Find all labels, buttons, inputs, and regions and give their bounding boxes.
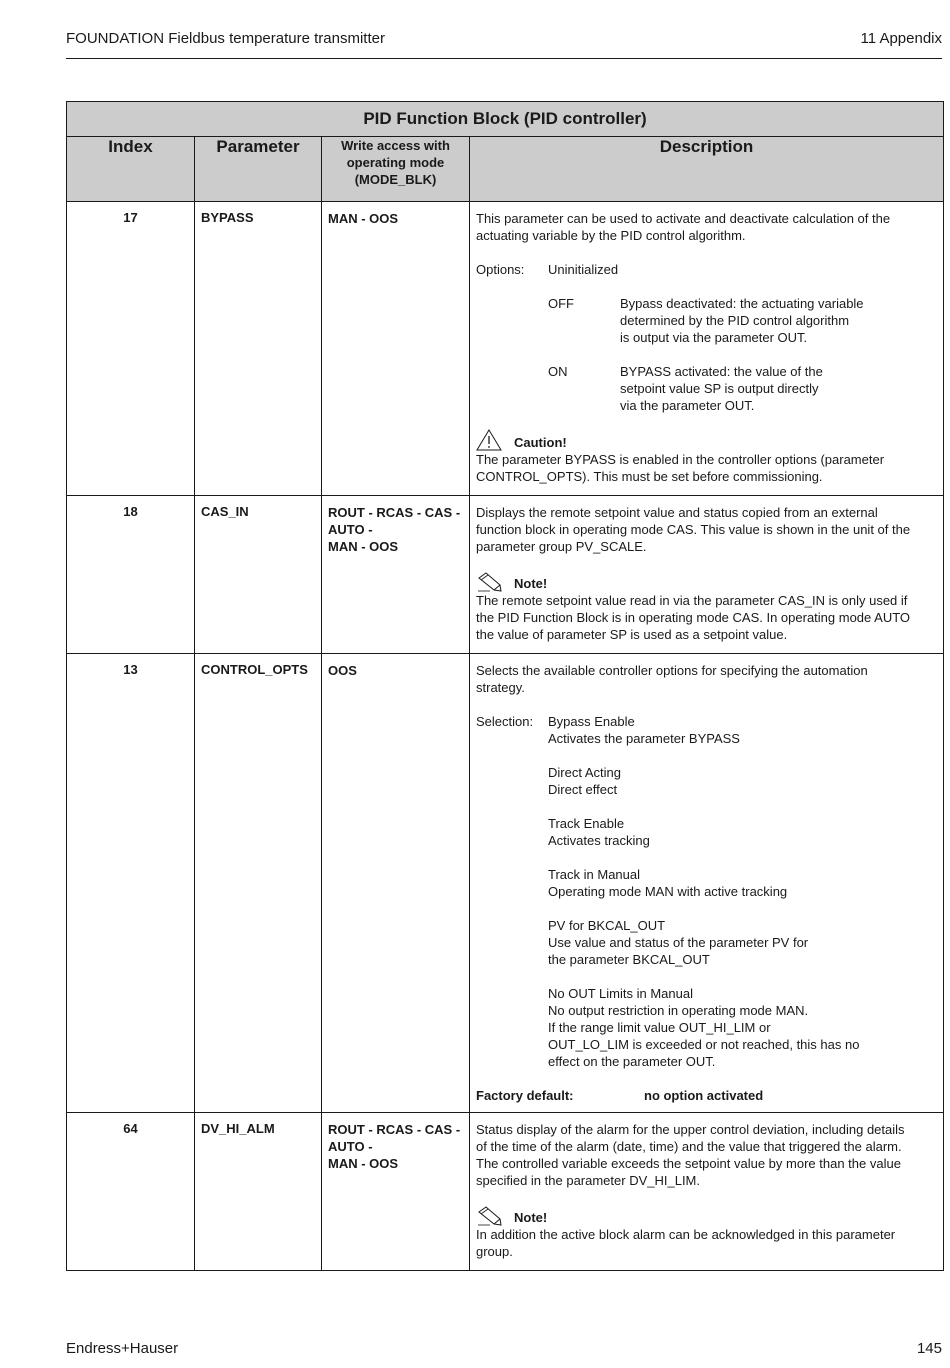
write-access-header-line: Write access with bbox=[341, 138, 450, 153]
column-header-description: Description bbox=[470, 137, 944, 202]
row-index: 17 bbox=[67, 202, 195, 496]
row-parameter: BYPASS bbox=[195, 202, 322, 496]
running-header-title: FOUNDATION Fieldbus temperature transmitter bbox=[66, 30, 385, 47]
table-row bbox=[67, 654, 944, 1113]
selection-line: effect on the parameter OUT. bbox=[548, 1054, 716, 1069]
callout-line: group. bbox=[476, 1244, 513, 1259]
pencil-note-icon bbox=[476, 570, 506, 592]
access-line: MAN - OOS bbox=[328, 211, 399, 226]
selection-line: Bypass Enable bbox=[548, 714, 635, 729]
selection-line: Use value and status of the parameter PV for bbox=[548, 935, 809, 950]
callout-title: Caution! bbox=[514, 435, 567, 450]
description-line: actuating variable by the PID control algorithm. bbox=[476, 228, 746, 243]
publisher-name: Endress+Hauser bbox=[66, 1340, 179, 1357]
column-header-index: Index bbox=[67, 137, 195, 202]
selection-group bbox=[476, 866, 937, 900]
option-key: ON bbox=[548, 364, 568, 379]
write-access-header-line: (MODE_BLK) bbox=[354, 172, 437, 187]
row-index: 18 bbox=[67, 496, 195, 654]
selection-line: If the range limit value OUT_HI_LIM or bbox=[548, 1020, 771, 1035]
option-text-line: determined by the PID control algorithm bbox=[620, 313, 850, 328]
pid-parameter-table bbox=[66, 101, 944, 1271]
callout-line: the value of parameter SP is used as a setpoint value. bbox=[476, 627, 788, 642]
row-write-access bbox=[322, 496, 470, 654]
selection-line: No output restriction in operating mode MAN. bbox=[548, 1003, 809, 1018]
access-line: ROUT - RCAS - CAS - bbox=[328, 1122, 461, 1137]
description-line: parameter group PV_SCALE. bbox=[476, 539, 647, 554]
row-description bbox=[470, 496, 944, 654]
option-item bbox=[476, 363, 937, 414]
selection-label: Selection: bbox=[476, 714, 534, 729]
option-text-line: Bypass deactivated: the actuating variable bbox=[620, 296, 864, 311]
option-text-line: BYPASS activated: the value of the bbox=[620, 364, 823, 379]
callout-title: Note! bbox=[514, 576, 548, 591]
factory-default bbox=[476, 1087, 937, 1104]
callout-title: Note! bbox=[514, 1210, 548, 1225]
callout-line: In addition the active block alarm can be acknowledged in this parameter bbox=[476, 1227, 896, 1242]
row-description bbox=[470, 654, 944, 1113]
row-parameter: CAS_IN bbox=[195, 496, 322, 654]
table-header-row bbox=[67, 137, 944, 202]
selection-line: Track in Manual bbox=[548, 867, 640, 882]
pencil-note-icon bbox=[476, 1204, 506, 1226]
table-title: PID Function Block (PID controller) bbox=[67, 102, 944, 137]
option-key: OFF bbox=[548, 296, 574, 311]
option-text-line: via the parameter OUT. bbox=[620, 398, 755, 413]
description-line: function block in operating mode CAS. This value is shown in the unit of the bbox=[476, 522, 911, 537]
note-callout bbox=[476, 1206, 937, 1226]
description-line: Displays the remote setpoint value and status copied from an external bbox=[476, 505, 878, 520]
callout-line: CONTROL_OPTS). This must be set before commissioning. bbox=[476, 469, 823, 484]
selection-line: the parameter BKCAL_OUT bbox=[548, 952, 710, 967]
option-text-line: is output via the parameter OUT. bbox=[620, 330, 808, 345]
column-header-write-access bbox=[322, 137, 470, 202]
access-line: MAN - OOS bbox=[328, 1156, 399, 1171]
option-item bbox=[476, 295, 937, 346]
selection-line: OUT_LO_LIM is exceeded or not reached, this has no bbox=[548, 1037, 860, 1052]
selection-line: Operating mode MAN with active tracking bbox=[548, 884, 788, 899]
selection-line: Direct effect bbox=[548, 782, 618, 797]
option-item: Uninitialized bbox=[548, 262, 619, 277]
options-label: Options: bbox=[476, 262, 525, 277]
row-description bbox=[470, 1113, 944, 1271]
header-divider bbox=[66, 58, 942, 59]
callout-line: the PID Function Block is in operating mode CAS. In operating mode AUTO bbox=[476, 610, 911, 625]
row-description bbox=[470, 202, 944, 496]
table-row bbox=[67, 496, 944, 654]
description-line: Selects the available controller options for specifying the automation bbox=[476, 663, 868, 678]
description-line: Status display of the alarm for the upper control deviation, including details bbox=[476, 1122, 905, 1137]
access-line: AUTO - bbox=[328, 522, 373, 537]
description-line: specified in the parameter DV_HI_LIM. bbox=[476, 1173, 700, 1188]
selection-group bbox=[476, 764, 937, 798]
description-line: The controlled variable exceeds the setpoint value by more than the value bbox=[476, 1156, 901, 1171]
row-parameter: CONTROL_OPTS bbox=[195, 654, 322, 1113]
option-text-line: setpoint value SP is output directly bbox=[620, 381, 819, 396]
access-line: OOS bbox=[328, 663, 357, 678]
selection-line: Direct Acting bbox=[548, 765, 621, 780]
row-write-access bbox=[322, 202, 470, 496]
running-header-section: 11 Appendix bbox=[860, 30, 942, 47]
selection-line: PV for BKCAL_OUT bbox=[548, 918, 666, 933]
warning-icon bbox=[476, 429, 506, 451]
selection-line: Activates tracking bbox=[548, 833, 650, 848]
selection-line: Track Enable bbox=[548, 816, 625, 831]
row-index: 64 bbox=[67, 1113, 195, 1271]
note-callout bbox=[476, 572, 937, 592]
description-line: of the time of the alarm (date, time) and the value that triggered the alarm. bbox=[476, 1139, 902, 1154]
access-line: MAN - OOS bbox=[328, 539, 399, 554]
column-header-parameter: Parameter bbox=[195, 137, 322, 202]
row-write-access bbox=[322, 1113, 470, 1271]
description-line: This parameter can be used to activate and deactivate calculation of the bbox=[476, 211, 891, 226]
selection-group bbox=[476, 985, 937, 1070]
table-row bbox=[67, 1113, 944, 1271]
factory-default-value: no option activated bbox=[644, 1088, 764, 1103]
row-index: 13 bbox=[67, 654, 195, 1113]
row-write-access bbox=[322, 654, 470, 1113]
write-access-header-line: operating mode bbox=[346, 155, 445, 170]
page-number: 145 bbox=[916, 1340, 942, 1357]
selection-line: Activates the parameter BYPASS bbox=[548, 731, 740, 746]
selection-line: No OUT Limits in Manual bbox=[548, 986, 693, 1001]
factory-default-label: Factory default: bbox=[476, 1088, 574, 1103]
selection-group bbox=[476, 815, 937, 849]
access-line: AUTO - bbox=[328, 1139, 373, 1154]
selection-group bbox=[476, 917, 937, 968]
callout-line: The remote setpoint value read in via the parameter CAS_IN is only used if bbox=[476, 593, 908, 608]
description-line: strategy. bbox=[476, 680, 525, 695]
row-parameter: DV_HI_ALM bbox=[195, 1113, 322, 1271]
table-row bbox=[67, 202, 944, 496]
options-list bbox=[476, 261, 937, 278]
callout-line: The parameter BYPASS is enabled in the controller options (parameter bbox=[476, 452, 885, 467]
caution-callout bbox=[476, 431, 937, 451]
access-line: ROUT - RCAS - CAS - bbox=[328, 505, 461, 520]
selection-group bbox=[476, 713, 937, 747]
